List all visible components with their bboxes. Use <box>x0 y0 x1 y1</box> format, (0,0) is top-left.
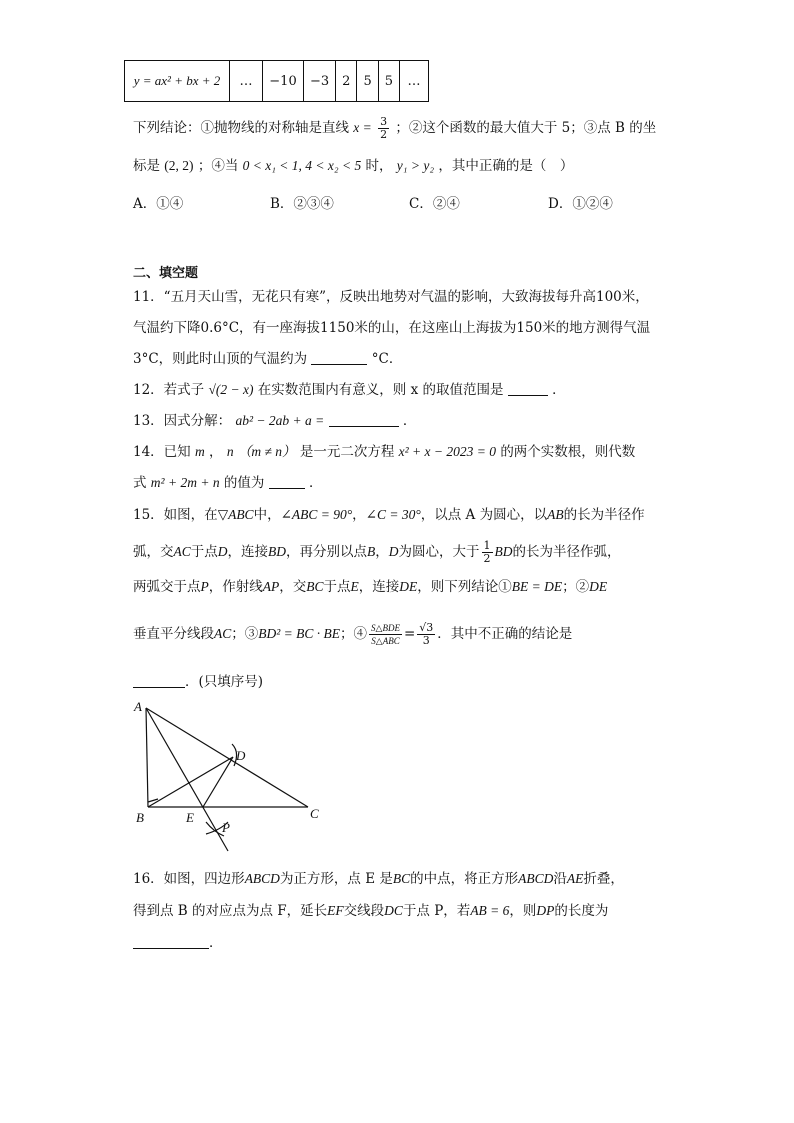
square-abcd: ABCD <box>518 871 554 886</box>
q14-text: 的两个实数根，则代数 <box>500 444 636 460</box>
q14-text: 14．已知 <box>133 444 191 460</box>
q14-line-1 <box>133 442 635 462</box>
point-d: D <box>388 544 399 559</box>
q10-line-1 <box>133 116 656 141</box>
q14-text: ． <box>308 475 323 491</box>
segment-de: DE <box>399 579 418 594</box>
option-c[interactable]: C．②④ <box>409 196 460 212</box>
geometry-figure <box>128 696 328 858</box>
var-m: m <box>194 444 205 459</box>
q10-text: 时， <box>365 158 393 174</box>
table-cell: 2 <box>336 61 357 102</box>
segment-de: DE <box>589 579 608 594</box>
sqrt3-fraction <box>417 622 435 647</box>
label-a: A <box>134 699 142 714</box>
table-cell: … <box>400 61 429 102</box>
value-table <box>124 60 429 102</box>
q15-text: 弧，交 <box>133 544 174 560</box>
q15-text: ；③ <box>231 626 259 642</box>
option-a[interactable]: A．①④ <box>133 196 184 212</box>
equals-sign: = <box>403 626 416 642</box>
table-row-label: y = ax² + bx + 2 <box>125 61 230 102</box>
option-b[interactable]: B．②③④ <box>270 196 334 212</box>
segment-ab: AB <box>547 507 564 522</box>
q15-text: 的长为半径作 <box>563 507 645 523</box>
q10-text: ；④当 <box>197 158 239 174</box>
expression: m² + 2m + n <box>150 475 220 490</box>
q15-text: ，交 <box>279 579 307 595</box>
q16-text: 折叠， <box>583 871 624 887</box>
q15-text: ．其中不正确的结论是 <box>437 626 573 642</box>
conclusion-1: BE = DE <box>511 579 563 594</box>
fraction-numerator: √3 <box>419 621 434 634</box>
segment-ac-line <box>146 708 308 807</box>
q15-text: 15．如图，在 <box>133 507 218 523</box>
q10-line-2 <box>133 156 573 176</box>
q15-text: 于点 <box>190 544 218 560</box>
point-p: P <box>200 579 209 594</box>
fraction-numerator: 3 <box>380 115 388 128</box>
segment-dc: DC <box>384 903 403 918</box>
q16-text: 16．如图，四边形 <box>133 871 245 887</box>
condition: 0 < x₁ < 1, 4 < x₂ < 5 <box>242 158 362 173</box>
q15-text: 于点 <box>323 579 351 595</box>
fraction-denominator: 2 <box>380 128 388 141</box>
section-title: 二、填空题 <box>133 266 199 281</box>
q15-line-4 <box>133 622 572 647</box>
q16-text: 交线段 <box>343 903 385 919</box>
q15-text: ；④ <box>340 626 368 642</box>
q15-text: ，连接 <box>227 544 269 560</box>
axis-fraction <box>378 116 389 141</box>
q12-text: 在实数范围内有意义，则 x 的取值范围是 <box>257 382 504 398</box>
square-abcd: ABCD <box>244 871 280 886</box>
q15-text: 两弧交于点 <box>133 579 201 595</box>
q16-text: ，则 <box>509 903 537 919</box>
q15-text: 的长为半径作弧， <box>512 544 621 560</box>
q10-text: 下列结论：①抛物线的对称轴是直线 <box>133 120 349 136</box>
q14-text: ， <box>209 444 223 460</box>
q16-text: 于点 P，若 <box>402 903 471 919</box>
q15-text: ，再分别以点 <box>286 544 368 560</box>
segment-ab-line <box>146 708 148 807</box>
q15-text: ，作射线 <box>208 579 263 595</box>
q11-line-1: 11．“五月天山雪，无花只有寒”，反映出地势对气温的影响，大致海拔每升高100米， <box>133 289 649 305</box>
q14-text: 式 <box>133 475 147 491</box>
q16-line-2 <box>133 901 608 921</box>
q15-text: 为圆心，大于 <box>398 544 480 560</box>
table-cell: −10 <box>263 61 304 102</box>
q15-text: 中， <box>253 507 281 523</box>
q13-line <box>133 411 416 431</box>
segment-ac: AC <box>214 626 232 641</box>
table-cell: … <box>230 61 263 102</box>
segment-dp: DP <box>536 903 555 918</box>
inequality: y₁ > y₂ <box>396 158 435 173</box>
fraction-denominator: 3 <box>422 634 430 647</box>
point-d: D <box>217 544 228 559</box>
table-cell: 5 <box>357 61 378 102</box>
condition: （m ≠ n） <box>237 444 296 459</box>
q13-text: 13．因式分解： <box>133 413 232 429</box>
table-cell: −3 <box>304 61 336 102</box>
q14-line-2 <box>133 473 322 493</box>
half-fraction <box>482 540 493 565</box>
q16-text: 得到点 B 的对应点为点 F，延长 <box>133 903 328 919</box>
segment-bd-line <box>148 757 233 807</box>
segment-ef: EF <box>327 903 344 918</box>
q15-text: ，则下列结论① <box>417 579 512 595</box>
label-p: P <box>222 820 230 835</box>
q11-line-3 <box>133 349 402 369</box>
q16-text: ． <box>209 935 223 951</box>
q15-text: ．(只填序号) <box>185 674 264 690</box>
segment-ae: AE <box>566 871 584 886</box>
q12-line <box>133 380 566 400</box>
q16-text: 沿 <box>553 871 567 887</box>
fraction-numerator: 1 <box>483 539 491 552</box>
q11-line-2: 气温约下降0.6°C，有一座海拔1150米的山，在这座山上海拔为150米的地方测得气温 <box>133 320 651 336</box>
point-b: B <box>367 544 376 559</box>
q10-text: 标是 <box>133 158 160 174</box>
sqrt-expression: √(2 − x) <box>208 382 254 397</box>
ray-ap: AP <box>262 579 280 594</box>
segment-bd: BD <box>494 544 513 559</box>
fraction-denominator: S△ABC <box>371 636 400 646</box>
point-e: E <box>350 579 359 594</box>
q15-text: ，连接 <box>358 579 400 595</box>
table-row <box>125 61 429 102</box>
q16-text: 为正方形，点 E 是 <box>279 871 393 887</box>
q15-line-5 <box>133 672 263 692</box>
q16-text: 的中点，将正方形 <box>410 871 519 887</box>
q15-text: 垂直平分线段 <box>133 626 214 642</box>
answer-blank[interactable] <box>508 381 548 396</box>
factor-expression: ab² − 2ab + a = <box>235 413 325 428</box>
segment-ac: AC <box>173 544 191 559</box>
angle-c: ∠C = 30° <box>365 507 421 522</box>
given-ab: AB = 6 <box>470 903 510 918</box>
table-cell: 5 <box>378 61 399 102</box>
triangle-symbol: ▽ABC <box>217 507 254 522</box>
q16-text: 的长度为 <box>554 903 609 919</box>
answer-blank[interactable] <box>133 673 185 688</box>
fraction-numerator: S△BDE <box>371 623 400 633</box>
label-d: D <box>236 748 246 763</box>
q12-text: 12．若式子 <box>133 382 205 398</box>
label-c: C <box>310 806 319 821</box>
conclusion-3: BD² = BC · BE <box>258 626 341 641</box>
fraction-denominator: 2 <box>483 552 491 565</box>
label-b: B <box>136 810 144 825</box>
q16-line-3 <box>133 933 223 953</box>
answer-blank[interactable] <box>329 412 399 427</box>
q15-line-1 <box>133 505 645 525</box>
label-e: E <box>186 810 194 825</box>
q16-line-1 <box>133 869 624 889</box>
answer-blank[interactable] <box>269 474 305 489</box>
segment-bd: BD <box>268 544 287 559</box>
q15-text: ， <box>352 507 366 523</box>
point-b-coord: (2, 2) <box>164 158 194 173</box>
segment-de-line <box>203 757 233 807</box>
q15-line-3 <box>133 577 607 597</box>
q15-text: ，以点 A 为圆心，以 <box>420 507 548 523</box>
segment-bc: BC <box>306 579 324 594</box>
ray-ap-line <box>146 708 228 851</box>
option-d[interactable]: D．①②④ <box>548 196 613 212</box>
q10-text: ，其中正确的是（ ） <box>438 158 574 174</box>
q11-text: °C． <box>371 351 403 367</box>
var-n: n <box>226 444 234 459</box>
area-ratio <box>369 622 402 647</box>
segment-bc: BC <box>392 871 411 886</box>
axis-equation: x = <box>353 120 372 135</box>
q13-text: ． <box>402 413 417 429</box>
q15-text: ， <box>375 544 389 560</box>
q10-text: ；②这个函数的最大值大于 5；③点 B 的坐 <box>395 120 657 136</box>
answer-blank[interactable] <box>133 934 209 949</box>
q14-text: 是一元二次方程 <box>299 444 395 460</box>
q15-line-2 <box>133 540 621 565</box>
q15-text: ；② <box>562 579 590 595</box>
q14-text: 的值为 <box>223 475 265 491</box>
angle-abc: ∠ABC = 90° <box>280 507 353 522</box>
q11-text: 3°C，则此时山顶的气温约为 <box>133 351 308 367</box>
answer-blank[interactable] <box>311 350 367 365</box>
q12-text: ． <box>552 382 566 398</box>
quadratic-equation: x² + x − 2023 = 0 <box>398 444 497 459</box>
